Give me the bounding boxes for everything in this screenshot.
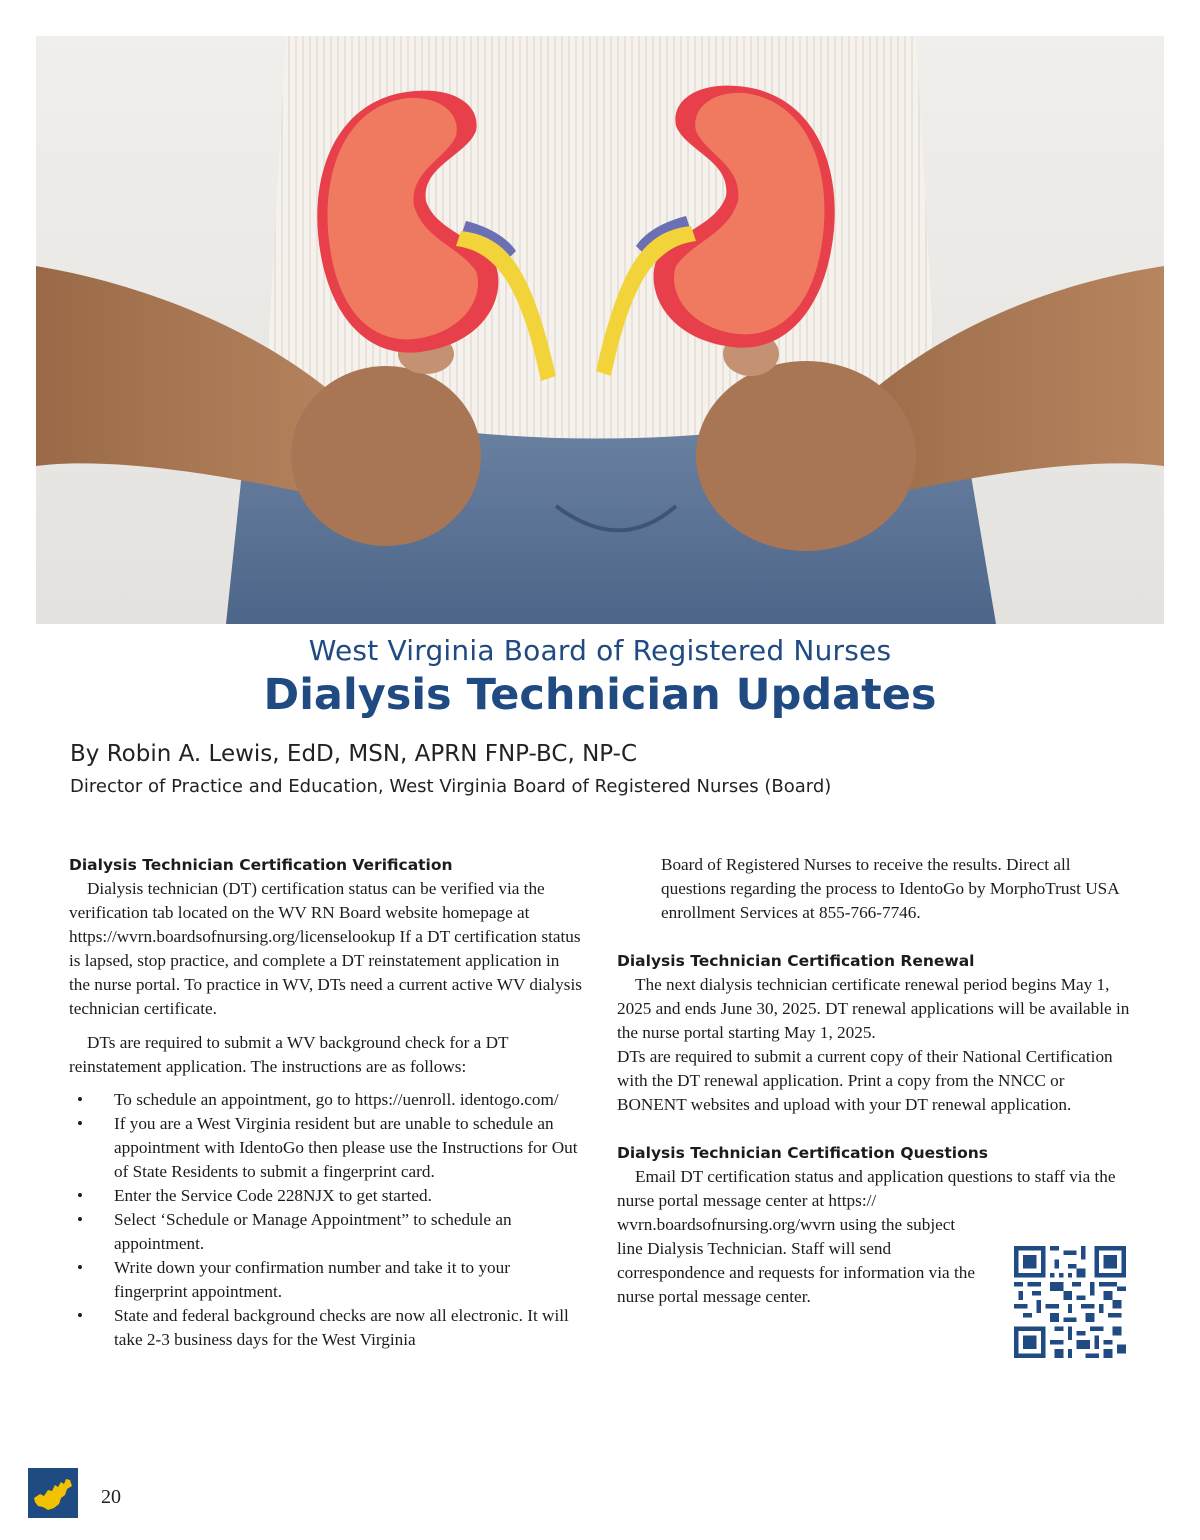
- renewal-heading: Dialysis Technician Certification Renewal: [617, 952, 975, 970]
- publisher-kicker: West Virginia Board of Registered Nurses: [308, 634, 892, 667]
- page-number: 20: [101, 1486, 121, 1508]
- article-title: Dialysis Technician Updates: [263, 670, 937, 720]
- list-item: • To schedule an appointment, go to https://uenroll. identogo.com/: [69, 1088, 584, 1112]
- questions-paragraph-2: wvrn.boardsofnursing.org/wvrn using the subject line Dialysis Technician. Staff will send correspondence and requests for information via the nurse portal message center.: [617, 1215, 975, 1306]
- list-item: • Enter the Service Code 228NJX to get started.: [69, 1184, 584, 1208]
- questions-heading: Dialysis Technician Certification Questions: [617, 1144, 988, 1162]
- verification-paragraph-1: Dialysis technician (DT) certification status can be verified via the verification tab located on the WV RN Board website homepage at https://wvrn.boardsofnursing.org/licenselookup If a DT certification status is lapsed, stop practice, and complete a DT reinstatement application in the nurse portal. To practice in WV, DTs need a current active WV dialysis technician certificate.: [69, 879, 582, 1018]
- renewal-paragraph-1: The next dialysis technician certificate renewal period begins May 1, 2025 and ends June 30, 2025. DT renewal applications will be available in the nurse portal starting May 1, 2025.: [617, 975, 1130, 1042]
- verification-paragraph-2: DTs are required to submit a WV background check for a DT reinstatement application. The instructions are as follows:: [69, 1033, 509, 1076]
- questions-paragraph-1: Email DT certification status and application questions to staff via the nurse portal message center at https://: [617, 1167, 1116, 1210]
- background-check-steps: [69, 1088, 584, 1352]
- list-item: • State and federal background checks are now all electronic. It will take 2-3 business days for the West Virginia: [69, 1304, 584, 1352]
- left-column: [69, 853, 584, 1352]
- west-virginia-state-icon: [28, 1468, 78, 1518]
- list-item: • Select ‘Schedule or Manage Appointment” to schedule an appointment.: [69, 1208, 584, 1256]
- list-item: • Write down your confirmation number and take it to your fingerprint appointment.: [69, 1256, 584, 1304]
- author-byline: By Robin A. Lewis, EdD, MSN, APRN FNP-BC, NP-C: [70, 741, 638, 767]
- hero-photo: [36, 36, 1164, 624]
- verification-heading: Dialysis Technician Certification Verification: [69, 856, 453, 874]
- list-item: • If you are a West Virginia resident but are unable to schedule an appointment with IdentoGo then please use the Instructions for Out of State Residents to submit a fingerprint card.: [69, 1112, 584, 1184]
- right-column: [617, 853, 1135, 1309]
- renewal-paragraph-2: DTs are required to submit a current copy of their National Certification with the DT renewal application. Print a copy from the NNCC or BONENT websites and upload with your DT renewal application.: [617, 1047, 1113, 1114]
- bullet-continuation: Board of Registered Nurses to receive the results. Direct all questions regarding the process to IdentoGo by MorphoTrust USA enrollment Services at 855-766-7746.: [661, 855, 1119, 922]
- author-position: Director of Practice and Education, West Virginia Board of Registered Nurses (Board): [70, 776, 832, 797]
- qr-code-icon[interactable]: [1014, 1246, 1126, 1358]
